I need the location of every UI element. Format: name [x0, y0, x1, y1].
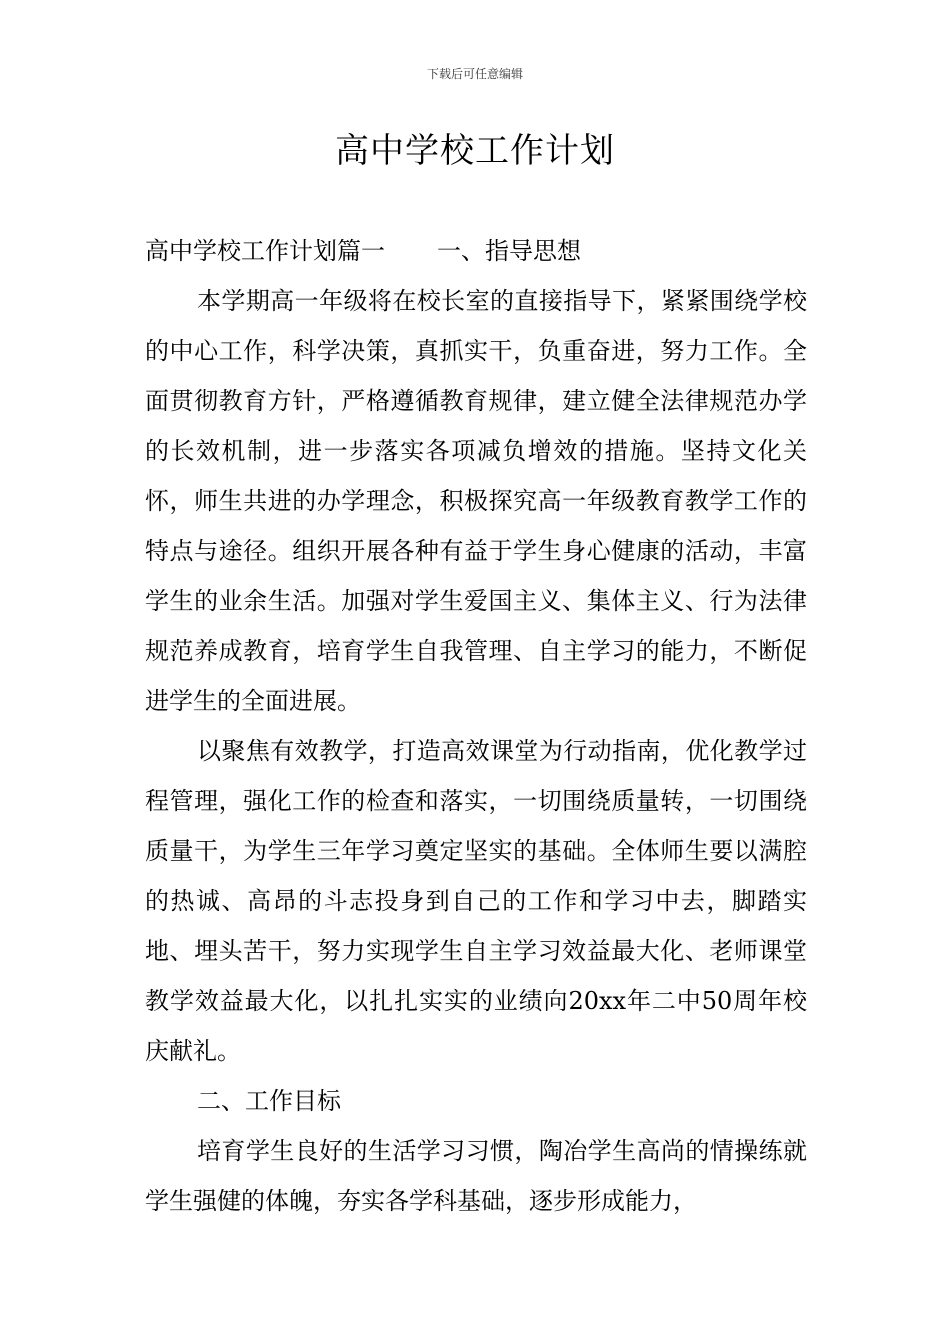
document-title: 高中学校工作计划: [335, 131, 615, 171]
paragraph-guiding-2: 以聚焦有效教学，打造高效课堂为行动指南，优化教学过程管理，强化工作的检查和落实，一切围绕质量转，一切围绕质量干，为学生三年学习奠定坚实的基础。全体师生要以满腔的热诚、高昂的斗志投身到自己的工作和学习中去，脚踏实地、埋头苦干，努力实现学生自主学习效益最大化、老师课堂教学效益最大化，以扎扎实实的业绩向20xx年二中50周年校庆献礼。: [145, 737, 807, 1065]
paragraph-guiding-1: 本学期高一年级将在校长室的直接指导下，紧紧围绕学校的中心工作，科学决策，真抓实干，负重奋进，努力工作。全面贯彻教育方针，严格遵循教育规律，建立健全法律规范办学的长效机制，进一步落实各项减负增效的措施。坚持文化关怀，师生共进的办学理念，积极探究高一年级教育教学工作的特点与途径。组织开展各种有益于学生身心健康的活动，丰富学生的业余生活。加强对学生爱国主义、集体主义、行为法律规范养成教育，培育学生自我管理、自主学习的能力，不断促进学生的全面进展。: [145, 287, 807, 715]
header-note: 下载后可任意编辑: [426, 67, 523, 81]
part-title: 高中学校工作计划篇一: [145, 237, 385, 265]
intro-line: [145, 226, 807, 276]
document-body: [145, 226, 807, 1226]
section-heading-goals: 二、工作目标: [197, 1087, 341, 1115]
paragraph-goals-1: 培育学生良好的生活学习习惯，陶冶学生高尚的情操练就学生强健的体魄，夯实各学科基础，逐步形成能力，: [145, 1137, 807, 1215]
section-heading-guiding: 一、指导思想: [437, 237, 581, 265]
